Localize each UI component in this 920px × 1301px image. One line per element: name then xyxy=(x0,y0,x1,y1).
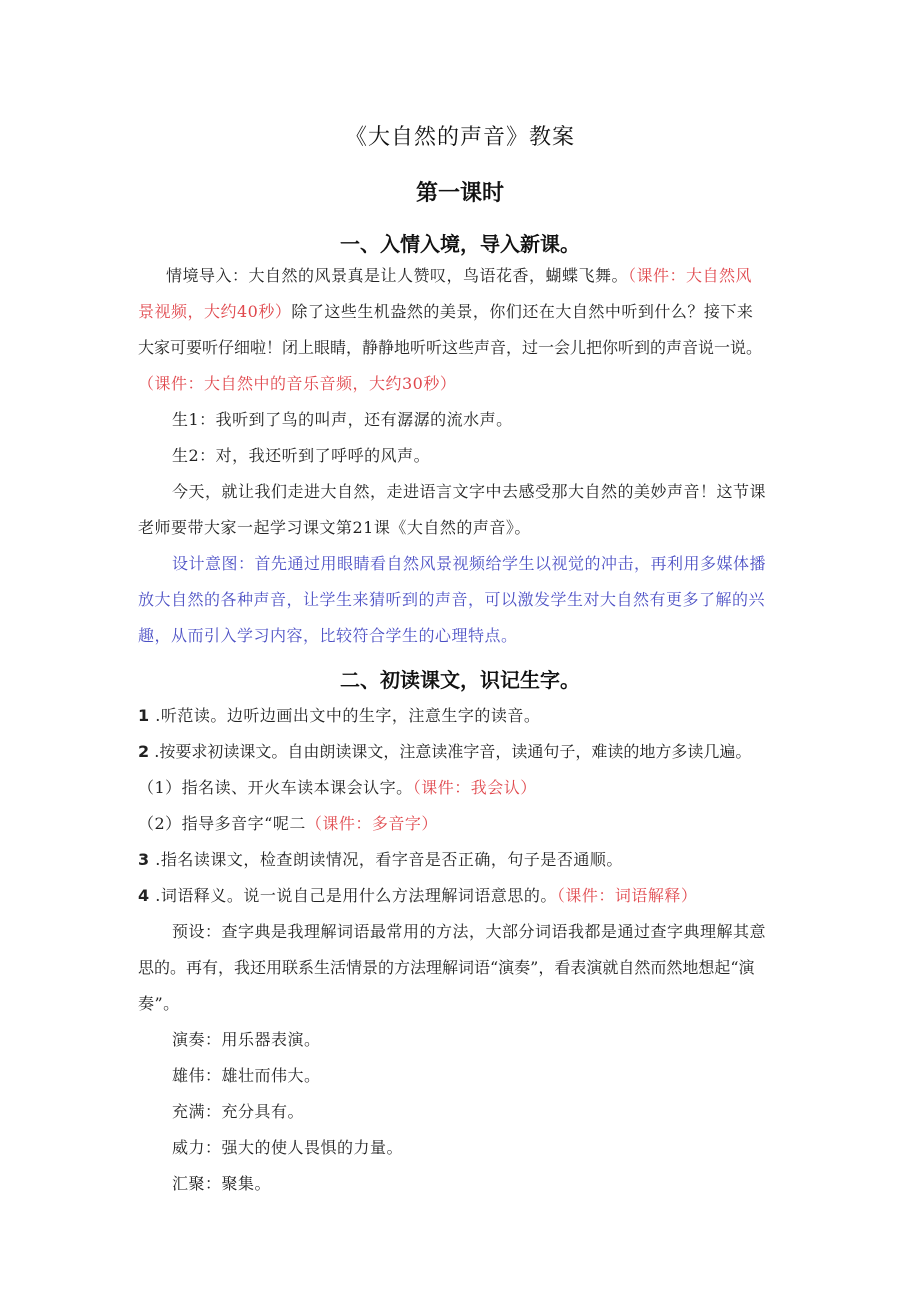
paragraph-line: 今天，就让我们走进大自然，走进语言文字中去感受那大自然的美妙声音！这节课 xyxy=(172,482,767,501)
sub-item: （2）指导多音字“呢二（课件：多音字） xyxy=(138,814,438,833)
preset-line: 思的。再有，我还用联系生活情景的方法理解词语“演奏”，看表演就自然而然地想起“演 xyxy=(138,958,755,977)
list-item: 2 .按要求初读课文。自由朗读课文，注意读准字音，读通句子，难读的地方多读几遍。 xyxy=(138,742,752,761)
design-intent-line: 设计意图：首先通过用眼睛看自然风景视频给学生以视觉的冲击，再利用多媒体播 xyxy=(172,554,767,573)
paragraph-line: 景视频，大约40秒）除了这些生机盎然的美景，你们还在大自然中听到什么？接下来 xyxy=(138,302,754,321)
preset-line: 奏”。 xyxy=(138,994,180,1013)
preset-line: 预设：查字典是我理解词语最常用的方法，大部分词语我都是通过查字典理解其意 xyxy=(172,922,767,941)
student-answer-2: 生2：对，我还听到了呼呼的风声。 xyxy=(172,446,431,465)
student-answer-1: 生1：我听到了鸟的叫声，还有潺潺的流水声。 xyxy=(172,410,513,429)
list-item: 3 .指名读课文，检查朗读情况，看字音是否正确，句子是否通顺。 xyxy=(138,850,623,869)
sub-item: （1）指名读、开火车读本课会认字。（课件：我会认） xyxy=(138,778,537,797)
paragraph-line: 老师要带大家一起学习课文第21课《大自然的声音》。 xyxy=(138,518,531,537)
word-definition: 威力：强大的使人畏惧的力量。 xyxy=(172,1138,404,1157)
list-item: 1 .听范读。边听边画出文中的生字，注意生字的读音。 xyxy=(138,706,541,725)
lesson-title: 第一课时 xyxy=(415,181,504,206)
section-2-heading: 二、初读课文，识记生字。 xyxy=(340,668,580,692)
courseware-note: 景视频，大约40秒） xyxy=(138,302,292,321)
list-item: 4 .词语释义。说一说自己是用什么方法理解词语意思的。（课件：词语解释） xyxy=(138,886,698,905)
section-1-heading: 一、入情入境，导入新课。 xyxy=(340,232,580,256)
design-intent-line: 趣，从而引入学习内容，比较符合学生的心理特点。 xyxy=(138,626,518,645)
document-title: 《大自然的声音》教案 xyxy=(344,125,575,150)
word-definition: 雄伟：雄壮而伟大。 xyxy=(172,1066,321,1085)
word-definition: 演奏：用乐器表演。 xyxy=(172,1030,321,1049)
design-intent-line: 放大自然的各种声音，让学生来猜听到的声音，可以激发学生对大自然有更多了解的兴 xyxy=(138,590,766,609)
word-definition: 充满：充分具有。 xyxy=(172,1102,305,1121)
courseware-note: （课件：我会认） xyxy=(412,778,537,797)
courseware-note: （课件：多音字） xyxy=(305,814,438,833)
paragraph-line: 大家可要听仔细啦！闭上眼睛，静静地听听这些声音，过一会儿把你听到的声音说一说。 xyxy=(138,338,763,357)
courseware-note: （课件：大自然风 xyxy=(628,266,753,285)
courseware-note: （课件：词语解释） xyxy=(556,886,698,905)
courseware-note: （课件：大自然中的音乐音频，大约30秒） xyxy=(138,374,457,393)
word-definition: 汇聚：聚集。 xyxy=(172,1174,272,1193)
paragraph-line: 情境导入：大自然的风景真是让人赞叹，鸟语花香，蝴蝶飞舞。（课件：大自然风 xyxy=(166,266,753,285)
